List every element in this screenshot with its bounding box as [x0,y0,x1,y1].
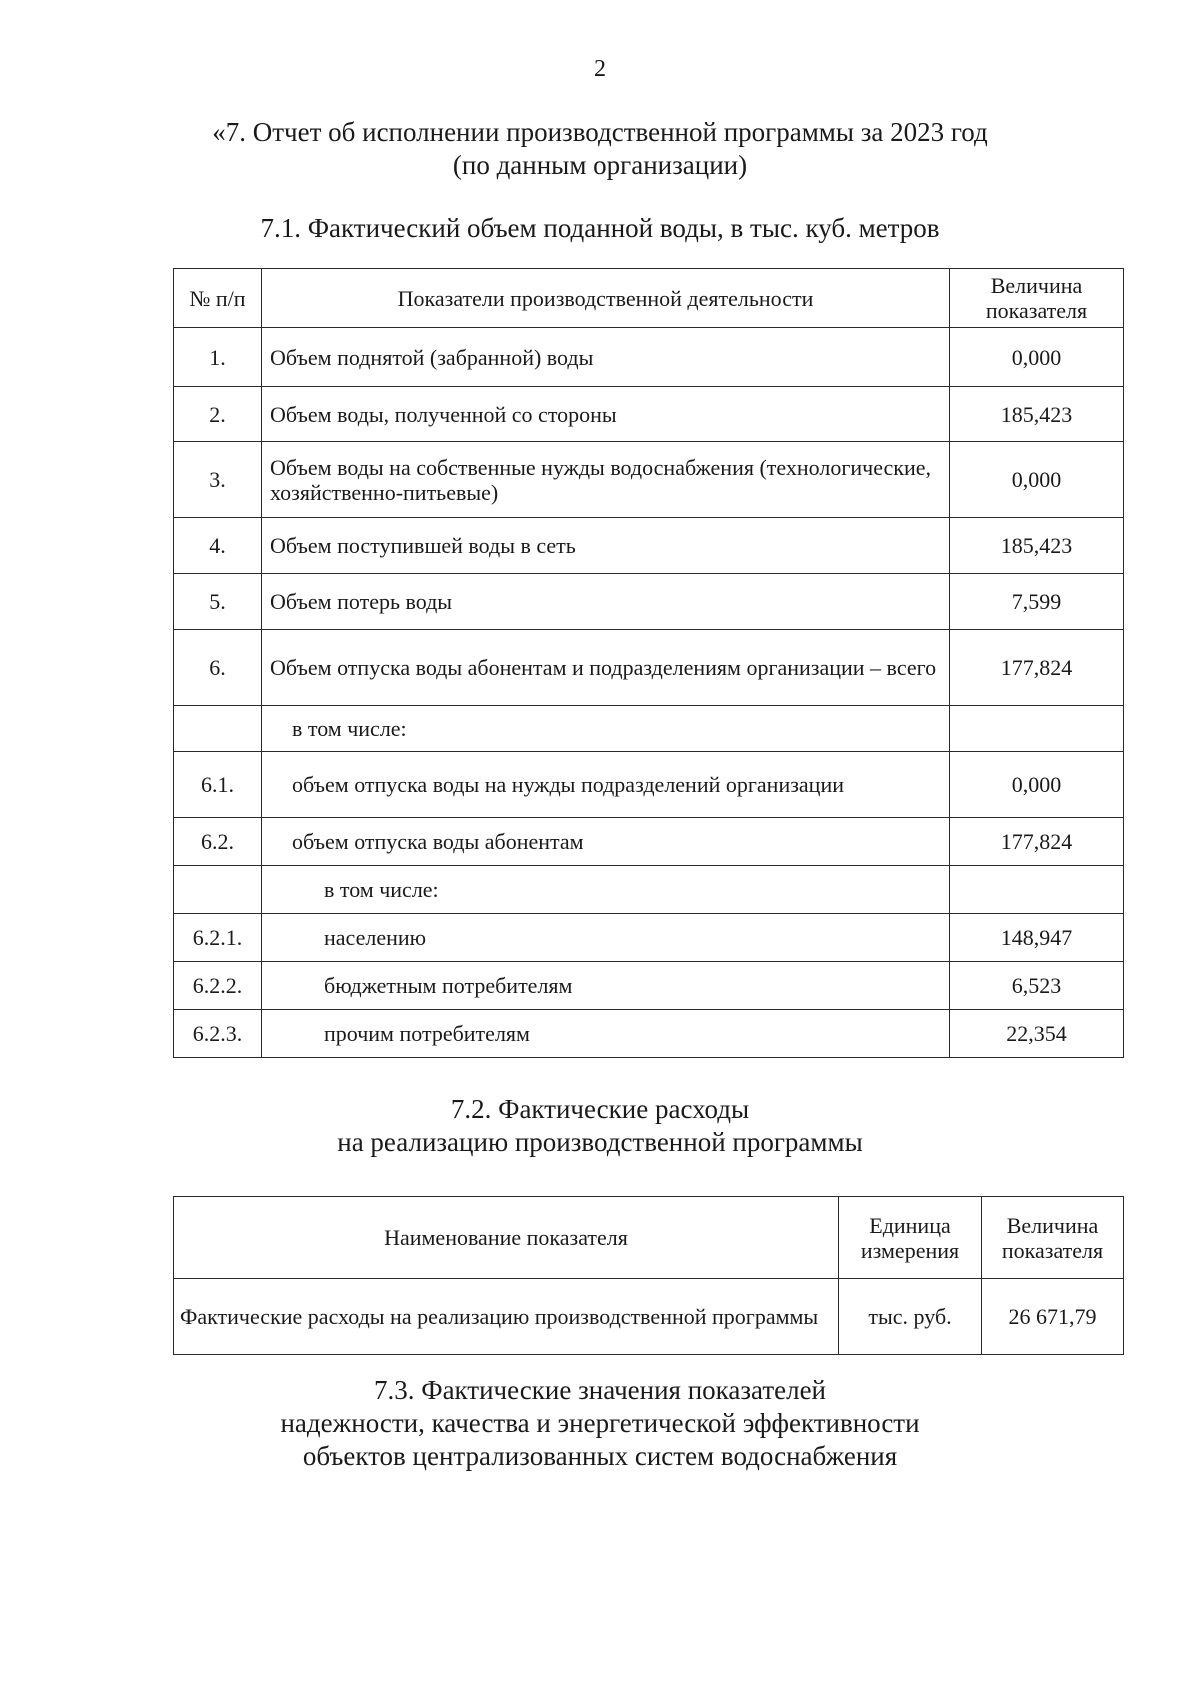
section-7-2-title-line1: 7.2. Фактические расходы [450,1094,750,1124]
row-name: прочим потребителям [262,1010,950,1058]
row-value [950,706,1124,752]
main-title: «7. Отчет об исполнении производственной программы за 2023 год [212,117,988,147]
section-7-3-title-line1: 7.3. Фактические значения показателей [373,1375,827,1405]
row-value: 177,824 [950,818,1124,866]
header-indicator: Показатели производственной деятельности [262,269,950,328]
row-num: 3. [174,442,262,518]
row-value: 148,947 [950,914,1124,962]
row-name: населению [262,914,950,962]
header-indicator-name: Наименование показателя [174,1197,839,1279]
table-row [174,866,1124,914]
row-num: 6.1. [174,752,262,818]
row-name: в том числе: [262,866,950,914]
row-name: Объем воды, полученной со стороны [262,387,950,442]
table-header-row [174,1197,1124,1279]
row-value: 26 671,79 [982,1279,1124,1355]
main-subtitle: (по данным организации) [452,150,748,180]
row-value [950,866,1124,914]
table-row [174,914,1124,962]
row-name: Объем потерь воды [262,574,950,630]
row-num: 2. [174,387,262,442]
row-name: Объем воды на собственные нужды водоснабжения (технологические, хозяйственно-питьевые) [262,442,950,518]
table-row [174,1279,1124,1355]
table-row [174,387,1124,442]
table-row [174,1010,1124,1058]
row-num: 6.2.2. [174,962,262,1010]
row-num: 5. [174,574,262,630]
row-num: 1. [174,328,262,387]
section-7-3-title-line3: объектов централизованных систем водоснабжения [302,1441,898,1471]
row-name: объем отпуска воды абонентам [262,818,950,866]
table-row [174,328,1124,387]
row-num [174,866,262,914]
page-number: 2 [594,56,606,82]
row-value: 7,599 [950,574,1124,630]
row-name: в том числе: [262,706,950,752]
row-num: 4. [174,518,262,574]
row-value: 177,824 [950,630,1124,706]
row-unit: тыс. руб. [839,1279,982,1355]
section-7-3-title-line2: надежности, качества и энергетической эффективности [280,1408,920,1438]
expenses-table [173,1196,1124,1355]
row-num: 6.2.3. [174,1010,262,1058]
row-value: 6,523 [950,962,1124,1010]
section-7-2-title-line2: на реализацию производственной программы [337,1127,863,1157]
row-name: объем отпуска воды на нужды подразделений организации [262,752,950,818]
row-value: 0,000 [950,328,1124,387]
table-row [174,442,1124,518]
row-value: 185,423 [950,518,1124,574]
table-row [174,818,1124,866]
row-num [174,706,262,752]
row-name: Фактические расходы на реализацию производственной программы [174,1279,839,1355]
section-7-1-title: 7.1. Фактический объем поданной воды, в тыс. куб. метров [260,213,940,243]
row-value: 22,354 [950,1010,1124,1058]
row-value: 0,000 [950,442,1124,518]
water-volume-table [173,268,1124,1058]
row-num: 6.2. [174,818,262,866]
header-num: № п/п [174,269,262,328]
header-unit: Единица измерения [839,1197,982,1279]
header-value: Величина показателя [982,1197,1124,1279]
table-row [174,518,1124,574]
table-row [174,962,1124,1010]
row-value: 0,000 [950,752,1124,818]
row-name: Объем поступившей воды в сеть [262,518,950,574]
header-value: Величина показателя [950,269,1124,328]
table-row [174,630,1124,706]
table-row [174,706,1124,752]
row-name: Объем поднятой (забранной) воды [262,328,950,387]
row-value: 185,423 [950,387,1124,442]
table-row [174,752,1124,818]
row-name: бюджетным потребителям [262,962,950,1010]
row-num: 6. [174,630,262,706]
table-header-row [174,269,1124,328]
table-row [174,574,1124,630]
row-name: Объем отпуска воды абонентам и подразделениям организации – всего [262,630,950,706]
row-num: 6.2.1. [174,914,262,962]
